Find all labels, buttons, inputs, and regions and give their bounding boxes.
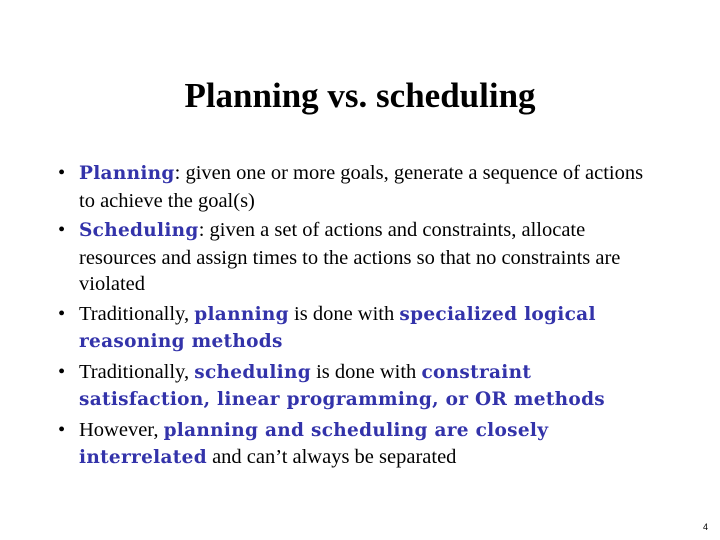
bullet-text: Traditionally, xyxy=(79,360,195,383)
keyword: specialized logical reasoning methods xyxy=(79,303,596,352)
keyword: constraint satisfaction, linear programming, or OR methods xyxy=(79,361,606,410)
bullet-list xyxy=(58,160,658,475)
bullet-dot-icon: • xyxy=(58,360,66,383)
bullet-item-planning-methods xyxy=(58,301,658,356)
keyword: Planning xyxy=(79,163,175,184)
bullet-text: and can’t always be separated xyxy=(206,446,457,468)
bullet-item-scheduling xyxy=(58,217,658,298)
keyword: scheduling xyxy=(194,361,311,383)
bullet-item-planning xyxy=(58,160,658,214)
bullet-text: However, xyxy=(79,418,164,441)
bullet-dot-icon: • xyxy=(58,219,66,241)
page-number: 4 xyxy=(702,522,708,532)
bullet-dot-icon: • xyxy=(58,302,66,325)
bullet-text: is done with xyxy=(310,360,422,383)
keyword: Scheduling xyxy=(79,220,199,241)
bullet-text: : given a set of actions and constraints, allocate resources and assign times to the actions so that no constraints are violated xyxy=(79,219,621,295)
keyword: planning and scheduling are closely interrelated xyxy=(79,419,549,468)
bullet-text: Traditionally, xyxy=(79,302,195,325)
keyword: planning xyxy=(194,303,289,325)
slide-title: Planning vs. scheduling xyxy=(184,76,536,115)
bullet-item-interrelated xyxy=(58,417,658,472)
bullet-dot-icon: • xyxy=(58,162,66,184)
bullet-text: : given one or more goals, generate a sequence of actions to achieve the goal(s) xyxy=(79,162,644,212)
bullet-text: is done with xyxy=(288,302,400,325)
bullet-dot-icon: • xyxy=(58,418,66,441)
bullet-item-scheduling-methods xyxy=(58,359,658,414)
